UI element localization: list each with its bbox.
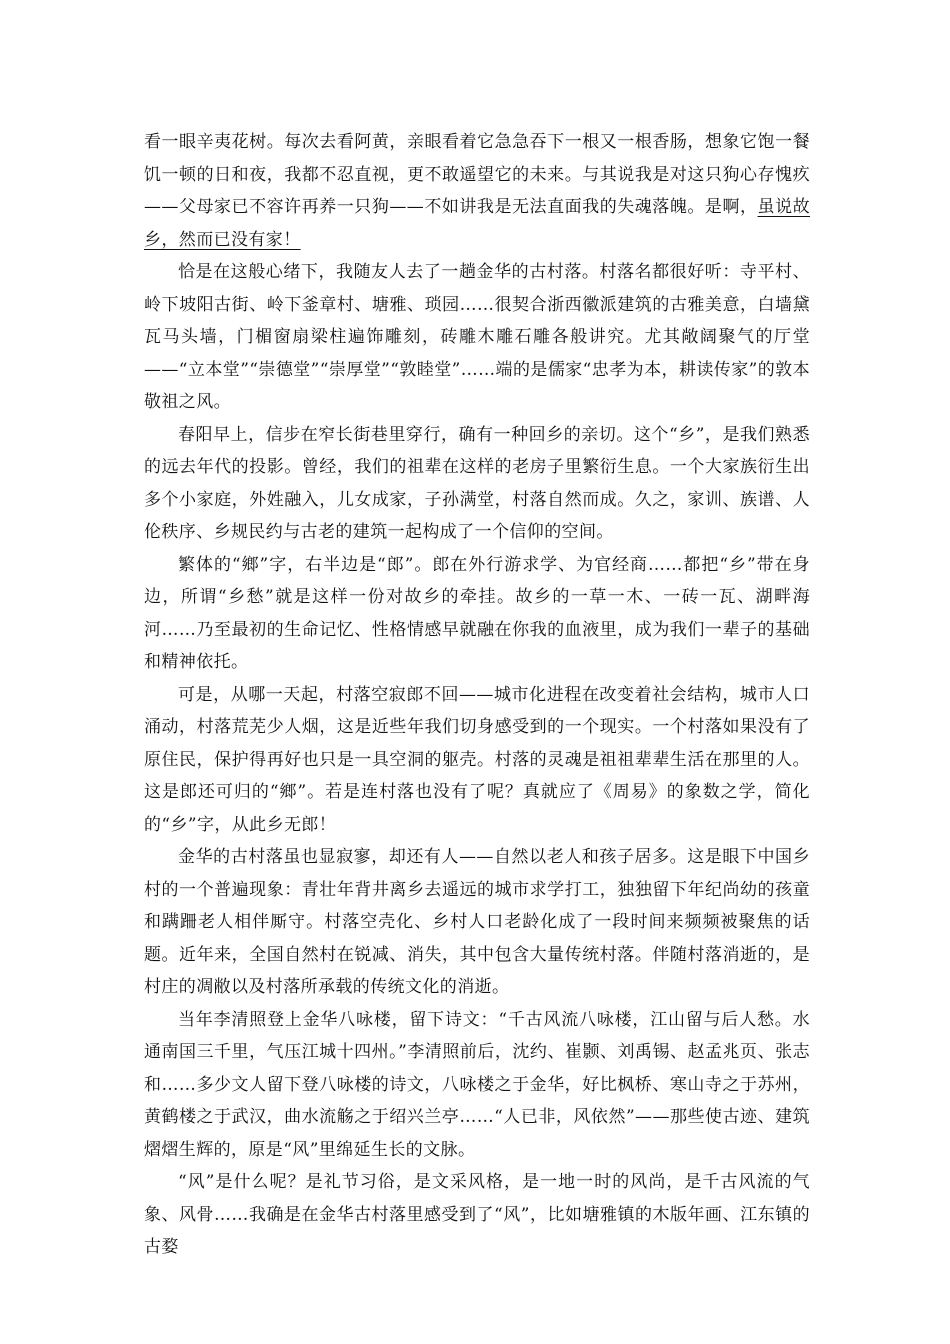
paragraph-4: 繁体的“鄉”字，右半边是“郎”。郎在外行游求学、为官经商……都把“乡”带在身边，所谓“乡愁”就是这样一份对故乡的牵挂。故乡的一草一木、一砖一瓦、湖畔海河……乃至最初的生命记忆、性格情感早就融在你我的血液里，成为我们一辈子的基础和精神依托。	[144, 554, 810, 672]
paragraph-3: 春阳早上，信步在窄长街巷里穿行，确有一种回乡的亲切。这个“乡”，是我们熟悉的远去年代的投影。曾经，我们的祖辈在这样的老房子里繁衍生息。一个大家族衍生出多个小家庭，外姓融入，儿女成家，子孙满堂，村落自然而成。久之，家训、族谱、人伦秩序、乡规民约与古老的建筑一起构成了一个信仰的空间。	[144, 424, 810, 542]
paragraph-1	[144, 126, 810, 256]
paragraph-1-underlined-sentence: 虽说故乡，然而已没有家！	[144, 197, 811, 250]
paragraph-5: 可是，从哪一天起，村落空寂郎不回——城市化进程在改变着社会结构，城市人口涌动，村落荒芜少人烟，这是近些年我们切身感受到的一个现实。一个村落如果没有了原住民，保护得再好也只是一具空洞的躯壳。村落的灵魂是祖祖辈辈生活在那里的人。这是郎还可归的“鄉”。若是连村落也没有了呢？真就应了《周易》的象数之学，简化的“乡”字，从此乡无郎！	[144, 684, 810, 835]
paragraph-1-text: 看一眼辛夷花树。每次去看阿黄，亲眼看着它急急吞下一根又一根香肠，想象它饱一餐饥一顿的日和夜，我都不忍直视，更不敢遥望它的未来。与其说我是对这只狗心存愧疚——父母家已不容许再养一只狗——不如讲我是无法直面我的失魂落魄。是啊，	[144, 132, 810, 217]
paragraph-7: 当年李清照登上金华八咏楼，留下诗文：“千古风流八咏楼，江山留与后人愁。水通南国三千里，气压江城十四州。”李清照前后，沈约、崔颢、刘禹锡、赵孟兆页、张志和……多少文人留下登八咏楼的诗文，八咏楼之于金华，好比枫桥、寒山寺之于苏州，黄鹤楼之于武汉，曲水流觞之于绍兴兰亭……“人已非，风依然”——那些使古迹、建筑熠熠生辉的，原是“风”里绵延生长的文脉。	[144, 1009, 810, 1160]
paragraph-2: 恰是在这般心绪下，我随友人去了一趟金华的古村落。村落名都很好听：寺平村、岭下坡阳古街、岭下釜章村、塘雅、琐园……很契合浙西徽派建筑的古雅美意，白墙黛瓦马头墙，门楣窗扇梁柱遍饰雕刻，砖雕木雕石雕各般讲究。尤其敞阔聚气的厅堂——“立本堂”“崇德堂”“崇厚堂”“敦睦堂”……端的是儒家“忠孝为本，耕读传家”的敦本敬祖之风。	[144, 262, 810, 412]
paragraph-8: “风”是什么呢？是礼节习俗，是文采风格，是一地一时的风尚，是千古风流的气象、风骨……我确是在金华古村落里感受到了“风”，比如塘雅镇的木版年画、江东镇的古婺	[144, 1172, 810, 1257]
document-page	[144, 126, 810, 1264]
paragraph-6: 金华的古村落虽也显寂寥，却还有人——自然以老人和孩子居多。这是眼下中国乡村的一个普遍现象：青壮年背井离乡去遥远的城市求学打工，独独留下年纪尚幼的孩童和蹒跚老人相伴厮守。村落空壳化、乡村人口老龄化成了一段时间来频频被聚焦的话题。近年来，全国自然村在锐减、消失，其中包含大量传统村落。伴随村落消逝的，是村庄的凋敝以及村落所承载的传统文化的消逝。	[144, 847, 810, 997]
